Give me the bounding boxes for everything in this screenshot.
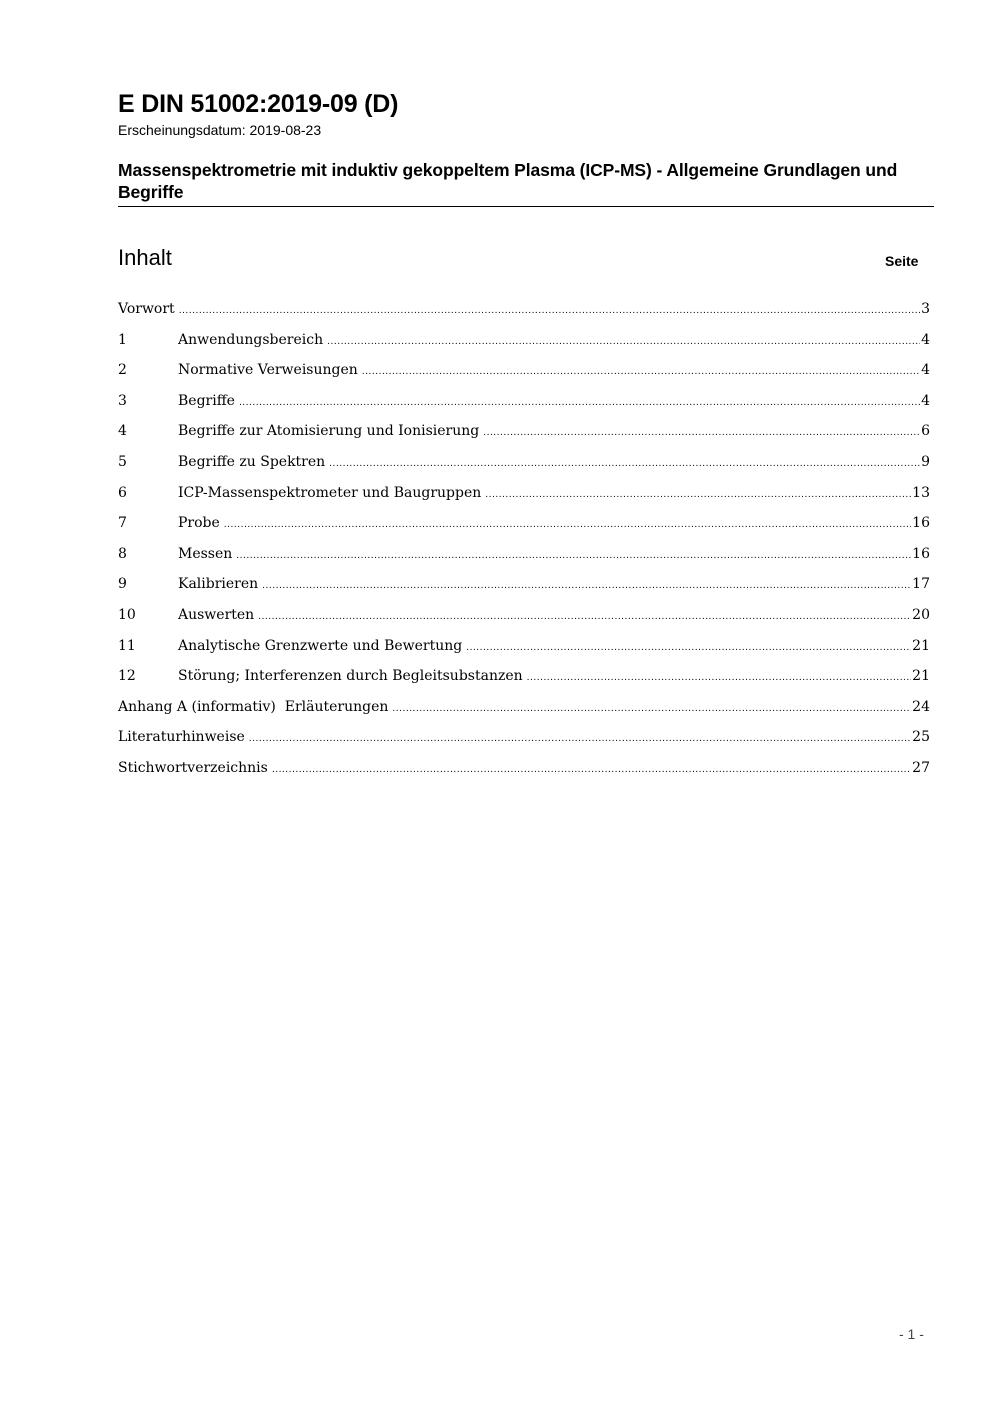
toc-dot-leader	[485, 490, 911, 500]
toc-entry-number: 8	[118, 545, 127, 562]
toc-entry-page: 16	[912, 545, 930, 562]
toc-entry-page: 17	[912, 576, 930, 593]
toc-dot-leader	[327, 337, 920, 347]
table-of-contents	[118, 301, 930, 791]
toc-entry-title: Probe	[178, 515, 220, 532]
toc-entry-title: Begriffe zu Spektren	[178, 453, 326, 470]
toc-entry-title: Literaturhinweise	[118, 729, 245, 746]
toc-entry-number: 2	[118, 362, 127, 379]
toc-dot-leader	[362, 367, 920, 377]
toc-dot-leader	[249, 734, 911, 744]
toc-dot-leader	[239, 398, 920, 408]
toc-entry-page: 24	[912, 698, 930, 715]
toc-entry-title: Begriffe zur Atomisierung und Ionisierung	[178, 423, 480, 440]
toc-dot-leader	[258, 612, 911, 622]
toc-entry-number: 9	[118, 576, 127, 593]
toc-entry-12[interactable]	[118, 668, 930, 699]
toc-entry-page: 13	[912, 484, 930, 501]
toc-dot-leader	[262, 581, 911, 591]
toc-dot-leader	[272, 765, 911, 775]
toc-entry-number: 4	[118, 423, 127, 440]
toc-entry-title: Anhang A (informativ) Erläuterungen	[118, 698, 389, 715]
toc-entry-9[interactable]	[118, 576, 930, 607]
toc-dot-leader	[224, 520, 911, 530]
toc-entry-page: 4	[921, 362, 930, 379]
toc-entry-page: 25	[912, 729, 930, 746]
toc-entry-title: Vorwort	[118, 301, 175, 317]
publication-date: Erscheinungsdatum: 2019-08-23	[118, 122, 322, 138]
toc-entry-3[interactable]	[118, 393, 930, 424]
toc-dot-leader	[466, 643, 911, 653]
footer-page-number: - 1 -	[899, 1326, 924, 1342]
toc-entry-8[interactable]	[118, 546, 930, 577]
toc-entry-page: 21	[912, 637, 930, 654]
toc-entry-page: 3	[921, 301, 930, 317]
toc-entry-title: Auswerten	[178, 606, 255, 623]
toc-entry-title: Begriffe	[178, 392, 235, 409]
toc-entry-number: 10	[118, 606, 136, 623]
toc-entry-title: Stichwortverzeichnis	[118, 759, 268, 776]
toc-entry-title: Kalibrieren	[178, 576, 259, 593]
toc-entry-title: Normative Verweisungen	[178, 362, 358, 379]
toc-entry-page: 27	[912, 759, 930, 776]
toc-entry-page: 6	[921, 423, 930, 440]
toc-entry-10[interactable]	[118, 607, 930, 638]
toc-entry-title: Analytische Grenzwerte und Bewertung	[178, 637, 463, 654]
toc-entry-title: Anwendungsbereich	[178, 331, 324, 348]
toc-dot-leader	[236, 551, 911, 561]
toc-entry-4[interactable]	[118, 423, 930, 454]
toc-entry-6[interactable]	[118, 485, 930, 516]
toc-entry-number: 11	[118, 637, 136, 654]
toc-entry-title: Messen	[178, 545, 233, 562]
toc-entry-2[interactable]	[118, 362, 930, 393]
title-divider	[118, 206, 934, 207]
toc-entry-number: 1	[118, 331, 127, 348]
toc-entry-title: Störung; Interferenzen durch Begleitsubstanzen	[178, 668, 523, 685]
toc-entry-number: 3	[118, 392, 127, 409]
toc-entry-11[interactable]	[118, 638, 930, 669]
toc-entry-page: 4	[921, 331, 930, 348]
toc-entry-5[interactable]	[118, 454, 930, 485]
toc-entry-page: 21	[912, 668, 930, 685]
toc-heading: Inhalt	[118, 245, 172, 270]
toc-dot-leader	[392, 704, 911, 714]
toc-dot-leader	[483, 428, 920, 438]
toc-entry-stichwortverzeichnis[interactable]	[118, 760, 930, 791]
toc-dot-leader	[527, 673, 912, 683]
toc-entry-page: 16	[912, 515, 930, 532]
toc-entry-number: 7	[118, 515, 127, 532]
toc-dot-leader	[329, 459, 920, 469]
toc-entry-title: ICP-Massenspektrometer und Baugruppen	[178, 484, 482, 501]
document-id: E DIN 51002:2019-09 (D)	[118, 90, 399, 118]
page-column-heading: Seite	[885, 253, 919, 269]
toc-entry-vorwort[interactable]	[118, 301, 930, 332]
toc-entry-page: 4	[921, 392, 930, 409]
toc-entry-anhang-a[interactable]	[118, 699, 930, 730]
toc-entry-1[interactable]	[118, 332, 930, 363]
toc-entry-page: 20	[912, 606, 930, 623]
toc-entry-7[interactable]	[118, 515, 930, 546]
toc-entry-page: 9	[921, 453, 930, 470]
toc-entry-literaturhinweise[interactable]	[118, 729, 930, 760]
toc-dot-leader	[179, 306, 920, 316]
toc-entry-number: 6	[118, 484, 127, 501]
document-title: Massenspektrometrie mit induktiv gekoppeltem Plasma (ICP-MS) - Allgemeine Grundlagen und Begriffe	[118, 160, 898, 202]
toc-entry-number: 12	[118, 668, 136, 685]
toc-entry-number: 5	[118, 453, 127, 470]
